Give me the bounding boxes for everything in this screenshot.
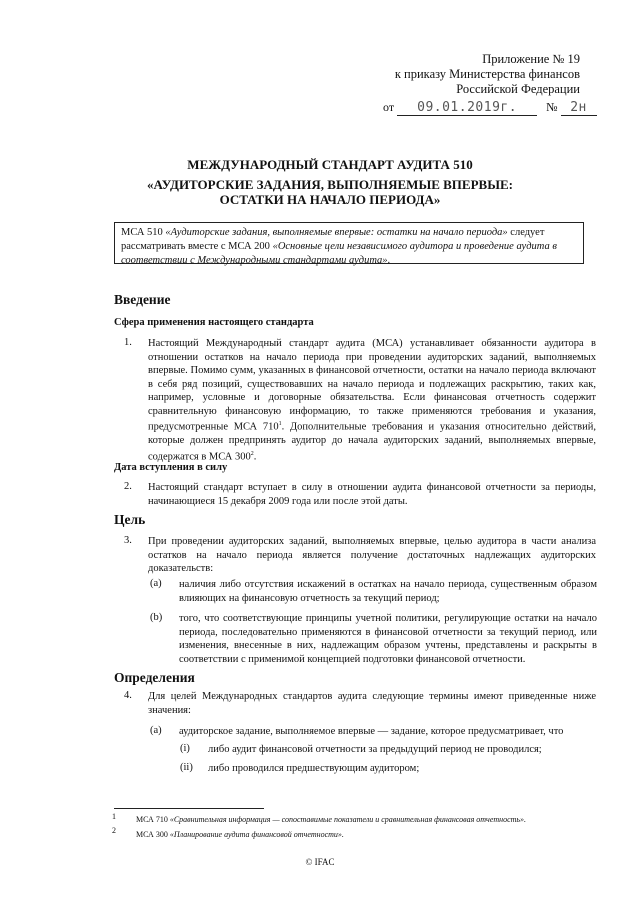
def-sub-i: либо аудит финансовой отчетности за предыдущий период не проводился;: [208, 744, 542, 755]
copyright-footer: © IFAC: [305, 857, 335, 867]
paragraph-3: При проведении аудиторских заданий, выполняемых впервые, целью аудитора в части анализа остатков на начало периода является получение достаточных надлежащих аудиторских доказательств:: [148, 536, 596, 574]
footnote-number-1: 1: [112, 812, 116, 821]
footnote-2: МСА 300 «Планирование аудита финансовой отчетности».: [136, 830, 344, 839]
item-label-a: (a): [150, 578, 162, 589]
order-date-line: [383, 100, 597, 116]
standard-title: МЕЖДУНАРОДНЫЙ СТАНДАРТ АУДИТА 510: [187, 157, 473, 172]
order-date: 09.01.2019г.: [417, 100, 518, 115]
paragraph-number-3: 3.: [124, 535, 132, 546]
def-a: аудиторское задание, выполняемое впервые — задание, которое предусматривает, что: [179, 726, 564, 737]
appendix-header: [340, 52, 580, 97]
subsection-heading-effective: Дата вступления в силу: [114, 462, 228, 473]
section-heading-intro: Введение: [114, 292, 171, 307]
standard-subtitle-2: ОСТАТКИ НА НАЧАЛО ПЕРИОДА»: [219, 192, 441, 207]
item-a: наличия либо отсутствия искажений в остатках на начало периода, существенным образом влияющих на финансовую отчетность за текущий период;: [179, 579, 597, 604]
footnote-number-2: 2: [112, 826, 116, 835]
from-label: от: [383, 100, 395, 114]
order-number: 2н: [570, 100, 587, 115]
footnote-1: МСА 710 «Сравнительная информация — сопоставимые показатели и сравнительная финансовая отчетность».: [136, 815, 527, 824]
paragraph-4: Для целей Международных стандартов аудита следующие термины имеют приведенные ниже значения:: [148, 691, 596, 716]
standard-subtitle-1: «АУДИТОРСКИЕ ЗАДАНИЯ, ВЫПОЛНЯЕМЫЕ ВПЕРВЫЕ:: [147, 177, 513, 192]
subsection-heading-scope: Сфера применения настоящего стандарта: [114, 317, 314, 328]
number-label: №: [546, 100, 558, 114]
footnote-rule: [114, 808, 264, 809]
item-label-b: (b): [150, 612, 163, 623]
paragraph-2: Настоящий стандарт вступает в силу в отношении аудита финансовой отчетности за периоды, начинающиеся 15 декабря 2009 года или после этой даты.: [148, 482, 596, 507]
paragraph-number-2: 2.: [124, 481, 132, 492]
item-b: того, что соответствующие принципы учетной политики, регулирующие остатки на начало периода, последовательно применяются в финансовой отчетности за текущий период, или изменения, внесенные в них, надлежащим образом учтены, представлены и раскрыты в соответствии с применимой концепцией подготовки финансовой отчетности.: [179, 613, 597, 665]
appendix-order: к приказу Министерства финансов: [394, 67, 580, 81]
def-label-a: (a): [150, 725, 162, 736]
paragraph-number-4: 4.: [124, 690, 132, 701]
section-heading-objective: Цель: [114, 512, 146, 527]
def-sub-ii: либо проводился предшествующим аудитором;: [208, 763, 420, 774]
appendix-number: Приложение № 19: [482, 52, 580, 66]
reading-note-box: МСА 510 «Аудиторские задания, выполняемые впервые: остатки на начало периода» следует рассматривать вместе с МСА 200 «Основные цели независимого аудитора и проведение аудита в соответствии с Международными стандартами аудита».: [114, 222, 584, 264]
section-heading-definitions: Определения: [114, 670, 195, 685]
appendix-country: Российской Федерации: [456, 82, 580, 96]
paragraph-number-1: 1.: [124, 337, 132, 348]
def-sublabel-i: (i): [180, 743, 190, 754]
paragraph-1: Настоящий Международный стандарт аудита (МСА) устанавливает обязанности аудитора в отношении остатков на начало периода при проведении аудиторских заданий, выполняемых впервые. Помимо сумм, указанных в финансовой отчетности, остатки на начало периода включают в себя ряд позиций, существовавших на начало периода и подлежащих раскрытию, таких как, например, условные и договорные обязательства. Если финансовая отчетность содержит сравнительную финансовую информацию, то также применяются требования и указания, предусмотренные МСА $710^1$. Дополнительные требования и указания относительно действий, которые должен предпринять аудитор до начала аудиторских заданий, выполняемых впервые, содержатся в МСА $300^2$.: [148, 338, 596, 462]
def-sublabel-ii: (ii): [180, 762, 193, 773]
